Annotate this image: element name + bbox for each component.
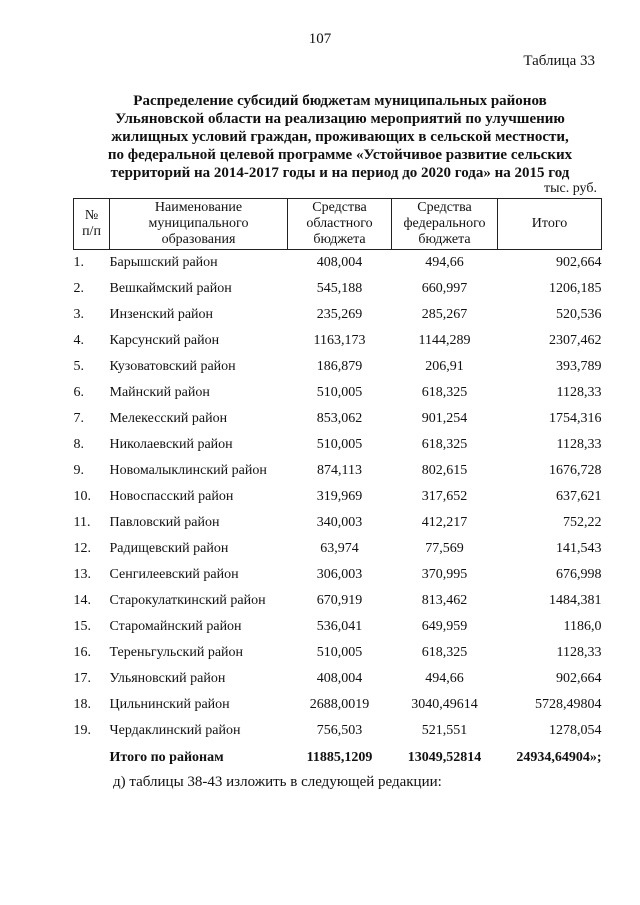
title-line: Распределение субсидий бюджетам муниципальных районов [133, 93, 547, 109]
row-regional-budget: 545,188 [316, 281, 363, 296]
table-row [74, 380, 602, 406]
row-federal-budget: 618,325 [421, 645, 468, 660]
table-row [74, 458, 602, 484]
row-number: 18. [73, 697, 91, 712]
row-number: 1. [73, 255, 84, 270]
header-federal-budget: Средства федерального бюджета [392, 199, 498, 250]
table-row [74, 432, 602, 458]
table-row [74, 536, 602, 562]
table-row [74, 328, 602, 354]
row-number: 15. [73, 619, 91, 634]
row-total: 1676,728 [549, 463, 602, 478]
subsidy-table [73, 198, 602, 772]
total-regional: 11885,1209 [306, 750, 373, 765]
row-federal-budget: 802,615 [421, 463, 468, 478]
row-district-name: Новомалыклинский район [109, 463, 267, 478]
row-total: 520,536 [556, 307, 602, 322]
row-number: 12. [73, 541, 91, 556]
row-district-name: Ульяновский район [109, 671, 226, 686]
header-name: Наименование муниципального образования [110, 199, 288, 250]
table-row [74, 640, 602, 666]
row-federal-budget: 412,217 [421, 515, 468, 530]
row-district-name: Карсунский район [109, 333, 220, 348]
row-district-name: Чердаклинский район [109, 723, 241, 738]
row-federal-budget: 317,652 [421, 489, 468, 504]
row-district-name: Старомайнский район [109, 619, 242, 634]
table-label: Таблица 33 [523, 53, 595, 69]
row-district-name: Сенгилеевский район [109, 567, 239, 582]
row-number: 10. [73, 489, 91, 504]
row-regional-budget: 235,269 [316, 307, 363, 322]
row-federal-budget: 285,267 [421, 307, 468, 322]
header-regional-budget: Средства областного бюджета [288, 199, 392, 250]
row-regional-budget: 2688,0019 [309, 697, 370, 712]
row-district-name: Мелекесский район [109, 411, 228, 426]
row-regional-budget: 670,919 [316, 593, 363, 608]
row-regional-budget: 186,879 [316, 359, 363, 374]
row-regional-budget: 340,003 [316, 515, 363, 530]
title-line: Ульяновской области на реализацию мероприятий по улучшению [115, 111, 565, 127]
row-federal-budget: 618,325 [421, 385, 468, 400]
row-regional-budget: 408,004 [316, 671, 363, 686]
row-total: 676,998 [556, 567, 602, 582]
row-total: 1754,316 [549, 411, 602, 426]
row-total: 1128,33 [556, 385, 602, 400]
row-regional-budget: 536,041 [316, 619, 363, 634]
row-total: 393,789 [556, 359, 602, 374]
row-regional-budget: 63,974 [320, 541, 359, 556]
table-row [74, 666, 602, 692]
row-federal-budget: 1144,289 [418, 333, 471, 348]
row-regional-budget: 408,004 [316, 255, 363, 270]
row-total: 2307,462 [549, 333, 602, 348]
table-row [74, 354, 602, 380]
row-total: 1484,381 [549, 593, 602, 608]
header-total: Итого [498, 199, 602, 250]
row-regional-budget: 756,503 [316, 723, 363, 738]
row-total: 1206,185 [549, 281, 602, 296]
amendment-note: д) таблицы 38-43 изложить в следующей редакции: [113, 774, 442, 790]
row-regional-budget: 306,003 [316, 567, 363, 582]
title-line: жилищных условий граждан, проживающих в сельской местности, [111, 129, 569, 145]
row-federal-budget: 618,325 [421, 437, 468, 452]
row-regional-budget: 510,005 [316, 385, 363, 400]
row-district-name: Павловский район [109, 515, 220, 530]
table-row [74, 510, 602, 536]
table-row [74, 302, 602, 328]
row-federal-budget: 494,66 [425, 671, 464, 686]
row-total: 5728,49804 [535, 697, 602, 712]
row-regional-budget: 510,005 [316, 645, 363, 660]
row-total: 902,664 [556, 255, 602, 270]
row-total: 1128,33 [556, 437, 602, 452]
row-district-name: Цильнинский район [109, 697, 230, 712]
table-row [74, 692, 602, 718]
row-federal-budget: 77,569 [425, 541, 464, 556]
row-district-name: Инзенский район [109, 307, 214, 322]
row-number: 2. [73, 281, 84, 296]
row-federal-budget: 901,254 [421, 411, 468, 426]
total-sum: 24934,64904»; [516, 750, 602, 765]
row-federal-budget: 370,995 [421, 567, 468, 582]
row-number: 11. [73, 515, 91, 530]
row-regional-budget: 853,062 [316, 411, 363, 426]
row-district-name: Новоспасский район [109, 489, 234, 504]
row-total: 1278,054 [549, 723, 602, 738]
table-row [74, 276, 602, 302]
table-title [70, 92, 610, 182]
row-total: 752,22 [563, 515, 602, 530]
row-federal-budget: 660,997 [421, 281, 468, 296]
row-federal-budget: 521,551 [421, 723, 468, 738]
row-district-name: Барышский район [109, 255, 218, 270]
row-number: 5. [73, 359, 84, 374]
table-header-row [74, 199, 602, 250]
row-number: 7. [73, 411, 84, 426]
row-number: 13. [73, 567, 91, 582]
row-number: 8. [73, 437, 84, 452]
row-number: 6. [73, 385, 84, 400]
row-federal-budget: 649,959 [421, 619, 468, 634]
row-federal-budget: 3040,49614 [411, 697, 478, 712]
row-district-name: Тереньгульский район [109, 645, 244, 660]
total-label: Итого по районам [109, 750, 224, 765]
row-total: 1128,33 [556, 645, 602, 660]
row-district-name: Радищевский район [109, 541, 229, 556]
table-body [74, 250, 602, 745]
table-row [74, 614, 602, 640]
table-row [74, 718, 602, 744]
total-federal: 13049,52814 [407, 750, 482, 765]
row-number: 19. [73, 723, 91, 738]
row-regional-budget: 510,005 [316, 437, 363, 452]
row-number: 9. [73, 463, 84, 478]
row-number: 14. [73, 593, 91, 608]
total-num-cell [74, 744, 110, 772]
row-district-name: Майнский район [109, 385, 210, 400]
row-number: 4. [73, 333, 84, 348]
total-row [74, 744, 602, 772]
row-regional-budget: 874,113 [317, 463, 362, 478]
row-number: 16. [73, 645, 91, 660]
title-line: территорий на 2014-2017 годы и на период до 2020 года» на 2015 год [110, 165, 570, 181]
title-line: по федеральной целевой программе «Устойчивое развитие сельских [107, 147, 573, 163]
row-number: 3. [73, 307, 84, 322]
table-row [74, 250, 602, 277]
row-federal-budget: 813,462 [421, 593, 468, 608]
row-federal-budget: 494,66 [425, 255, 464, 270]
row-district-name: Вешкаймский район [109, 281, 232, 296]
table-row [74, 562, 602, 588]
table-row [74, 484, 602, 510]
table-row [74, 588, 602, 614]
row-federal-budget: 206,91 [425, 359, 464, 374]
row-district-name: Николаевский район [109, 437, 233, 452]
row-total: 637,621 [556, 489, 602, 504]
table-row [74, 406, 602, 432]
row-district-name: Старокулаткинский район [109, 593, 266, 608]
row-regional-budget: 1163,173 [313, 333, 366, 348]
row-total: 902,664 [556, 671, 602, 686]
row-total: 1186,0 [563, 619, 602, 634]
row-total: 141,543 [556, 541, 602, 556]
header-number: № п/п [74, 199, 110, 250]
row-number: 17. [73, 671, 91, 686]
units-label: тыс. руб. [544, 181, 597, 196]
page-number: 107 [308, 31, 332, 47]
row-regional-budget: 319,969 [316, 489, 363, 504]
row-district-name: Кузоватовский район [109, 359, 236, 374]
